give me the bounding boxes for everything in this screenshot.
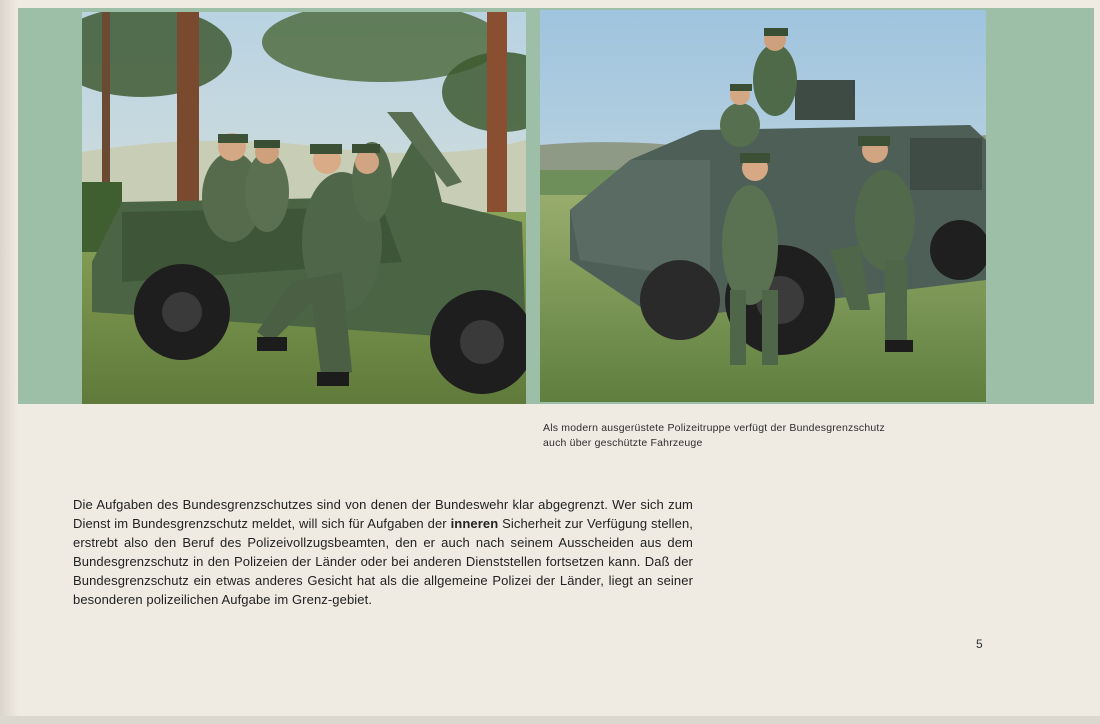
body-paragraph [73, 495, 693, 609]
caption-line-1: Als modern ausgerüstete Polizeitruppe verfügt der Bundesgrenzschutz [543, 422, 886, 434]
photo-officers-in-jeep [82, 12, 526, 404]
photo-caption [543, 421, 963, 451]
body-text-emphasis: inneren [450, 516, 499, 531]
photo-armored-vehicle [540, 10, 986, 402]
body-text-part-1: Die Aufgaben des Bundesgrenzschutzes sind von denen der Bundeswehr klar abgegrenzt. Wer sich zum Dienst im Bundesgrenzschutz meldet, will sich für Aufgaben der [73, 497, 693, 531]
body-text-part-2: Sicherheit zur Verfügung stellen, erstrebt also den Beruf des Polizeivollzugsbeamten, den er auch nach seinem Ausscheiden aus dem Bundesgrenzschutz in den Polizeien der Länder oder bei anderen Dienststellen fortsetzen kann. Daß der Bundesgrenzschutz ein etwas anderes Gesicht hat als die allgemeine Polizei der Länder, liegt an seiner besonderen polizeilichen Aufgabe im Grenz-gebiet. [73, 516, 693, 607]
caption-line-2: auch über geschützte Fahrzeuge [543, 437, 703, 449]
page-number: 5 [976, 637, 983, 651]
page-bottom-edge [0, 716, 1100, 724]
page-binding-edge [0, 0, 18, 724]
